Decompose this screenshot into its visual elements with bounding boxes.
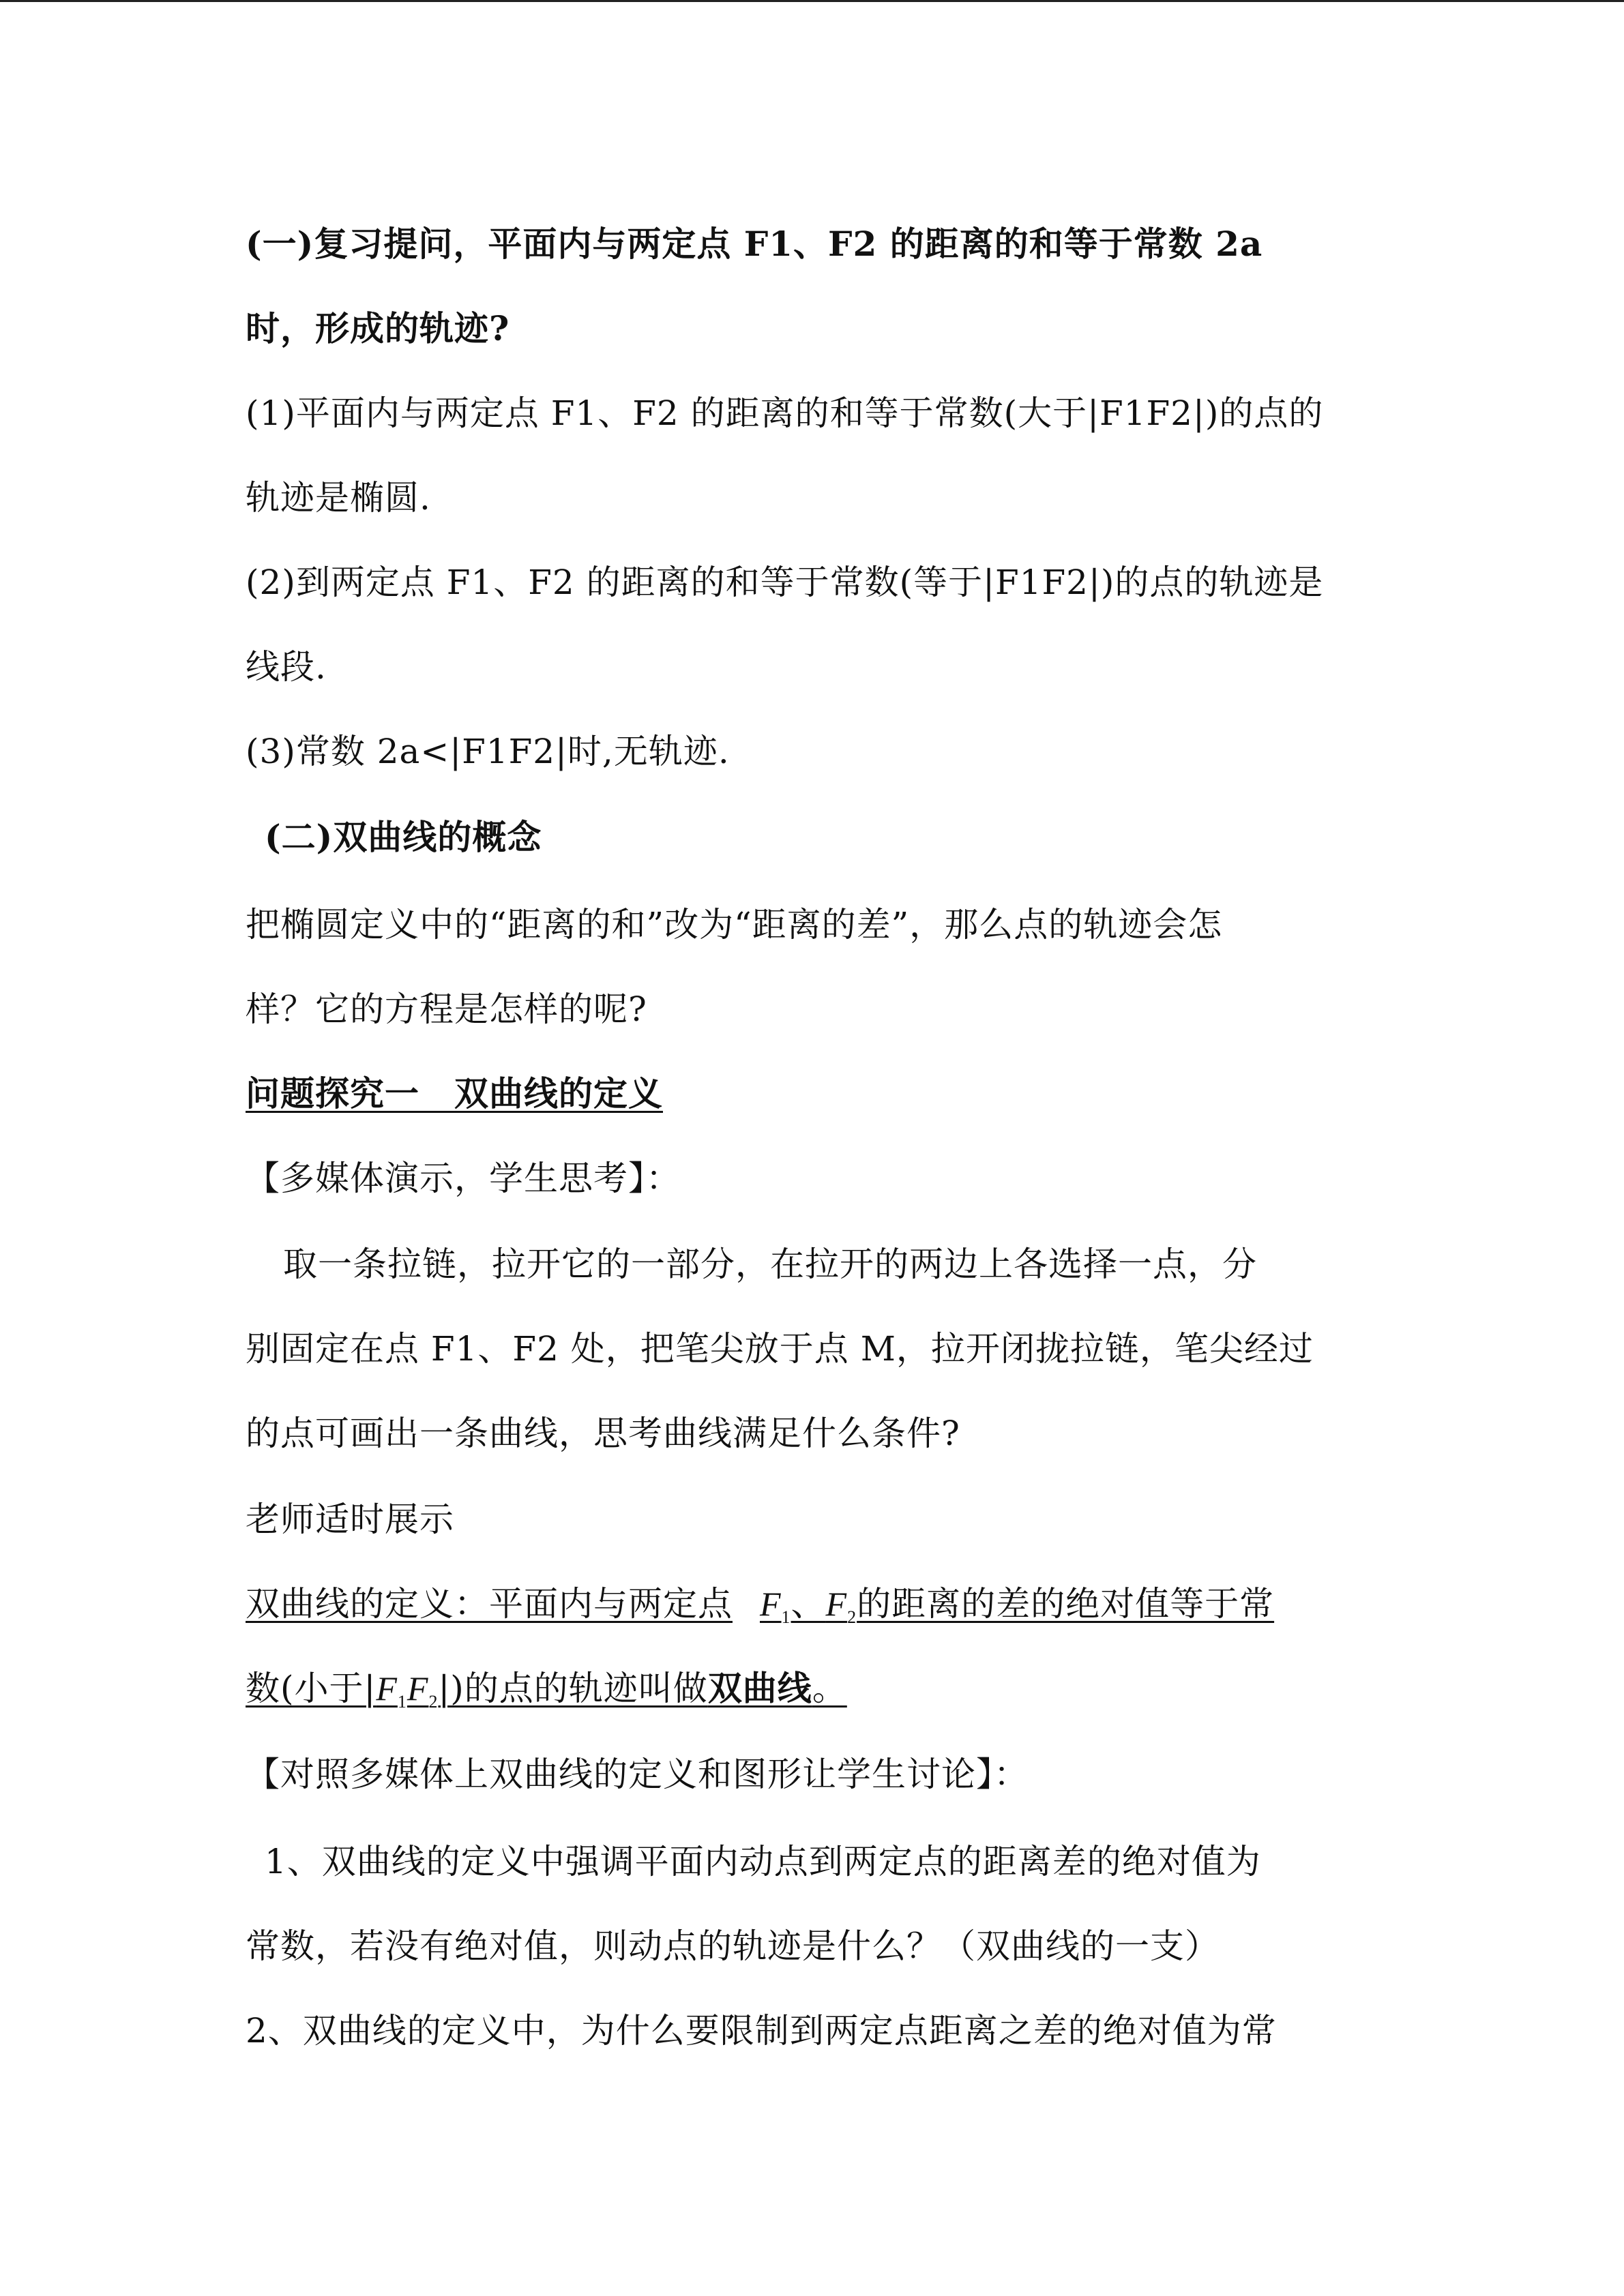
section1-item1-line2: 轨迹是椭圆. [246, 478, 431, 518]
definition-end: 。 [812, 1669, 847, 1708]
definition-line2-prefix: 数(小于| [246, 1669, 377, 1708]
problem1-para-line3: 的点可画出一条曲线，思考曲线满足什么条件? [246, 1414, 960, 1453]
discussion-q2-line1: 2、双曲线的定义中，为什么要限制到两定点距离之差的绝对值为常 [246, 2011, 1277, 2051]
problem1-teacher-note: 老师适时展示 [246, 1500, 454, 1539]
section2-para-line2: 样？它的方程是怎样的呢? [246, 989, 647, 1029]
section2-para-line1: 把椭圆定义中的“距离的和”改为“距离的差”，那么点的轨迹会怎 [246, 905, 1223, 944]
definition-term: 双曲线 [707, 1668, 812, 1708]
problem1-multimedia-note: 【多媒体演示，学生思考】： [246, 1159, 681, 1198]
focus-f1: $F_1$ [760, 1585, 791, 1627]
discussion-title: 【对照多媒体上双曲线的定义和图形让学生讨论】： [246, 1755, 1029, 1794]
focal-distance-f1f2: $F_1F_2$ [376, 1669, 439, 1712]
section1-item1-line1: (1)平面内与两定点 F1、F2 的距离的和等于常数(大于|F1F2|)的点的 [246, 393, 1324, 433]
discussion-q1-line1: 1、双曲线的定义中强调平面内动点到两定点的距离差的绝对值为 [265, 1842, 1261, 1881]
definition-line1 [246, 1582, 1274, 1626]
problem1-para-line1: 取一条拉链，拉开它的一部分，在拉开的两边上各选择一点，分 [283, 1244, 1257, 1284]
section1-item3: (3)常数 2a<|F1F2|时,无轨迹. [246, 732, 730, 771]
definition-line2-mid: |)的点的轨迹叫做 [438, 1669, 708, 1708]
definition-separator: 、 [791, 1584, 826, 1624]
section1-item2-line1: (2)到两定点 F1、F2 的距离的和等于常数(等于|F1F2|)的点的轨迹是 [246, 563, 1324, 602]
discussion-q1-line2: 常数，若没有绝对值，则动点的轨迹是什么？（双曲线的一支） [246, 1926, 1220, 1966]
problem1-heading: 问题探究一 双曲线的定义 [246, 1073, 663, 1114]
section2-title: (二)双曲线的概念 [265, 817, 542, 857]
focus-f2: $F_2$ [825, 1585, 857, 1627]
section1-title-line1: (一)复习提问，平面内与两定点 F1、F2 的距离的和等于常数 2a [246, 224, 1263, 264]
page-top-border [0, 0, 1624, 2]
problem1-para-line2: 别固定在点 F1、F2 处，把笔尖放于点 M，拉开闭拢拉链，笔尖经过 [246, 1329, 1314, 1369]
section1-title-line2: 时，形成的轨迹? [246, 308, 510, 348]
definition-prefix: 双曲线的定义：平面内与两定点 [246, 1584, 733, 1624]
definition-line2 [246, 1667, 874, 1710]
section1-item2-line2: 线段. [246, 647, 327, 687]
definition-mid: 的距离的差的绝对值等于常 [857, 1584, 1275, 1624]
